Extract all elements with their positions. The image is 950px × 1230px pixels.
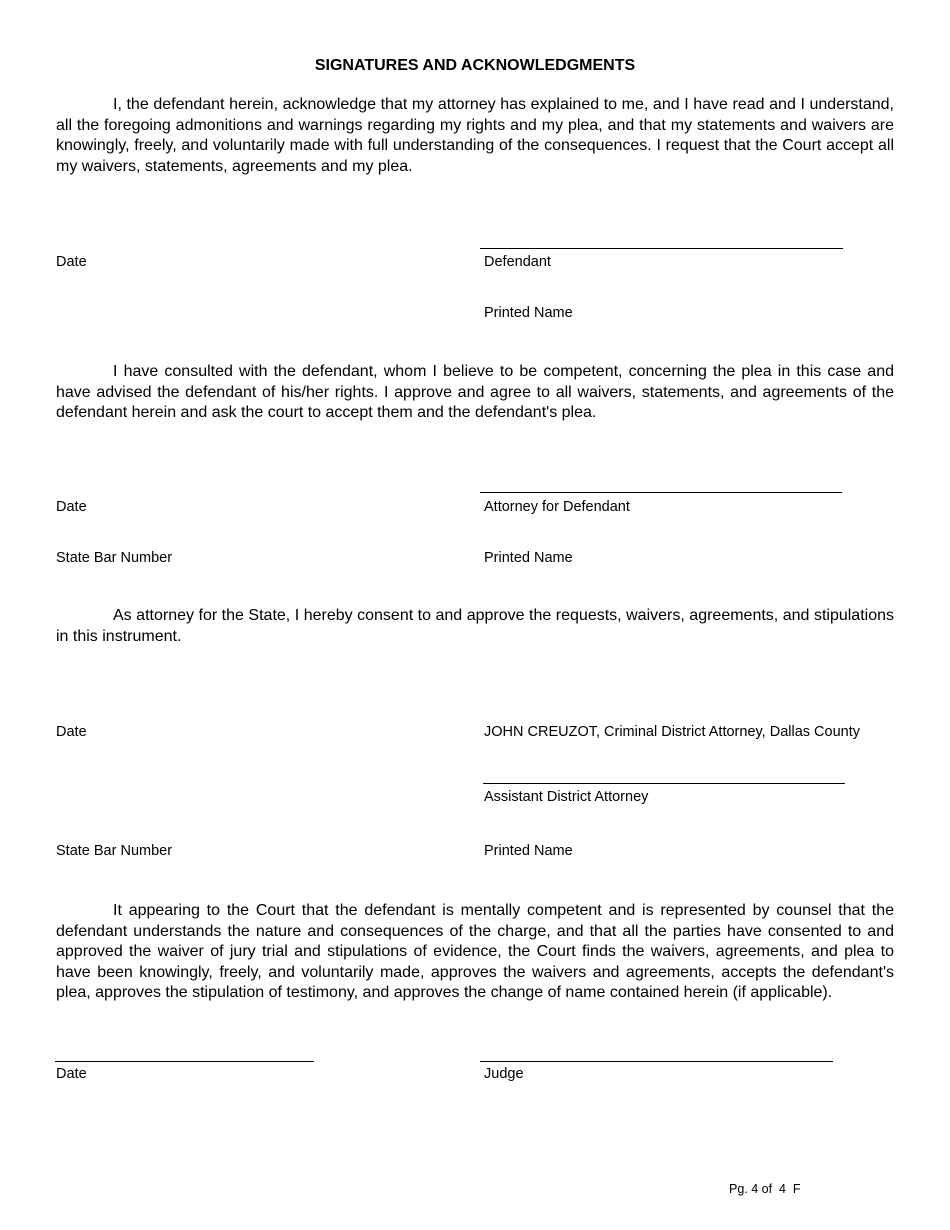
- judge-signature-line[interactable]: [480, 1061, 833, 1062]
- defendant-date-label: Date: [56, 254, 87, 270]
- defendant-acknowledgment-paragraph: I, the defendant herein, acknowledge that my attorney has explained to me, and I have read and I understand, all the foregoing admonitions and warnings regarding my rights and my plea, and that my statements and waivers are knowingly, freely, and voluntarily made with full understanding of the consequences. I request that the Court accept all my waivers, statements, agreements and my plea.: [56, 96, 894, 175]
- defendant-signature-label: Defendant: [484, 254, 551, 270]
- district-attorney-office-label: JOHN CREUZOT, Criminal District Attorney, Dallas County: [484, 724, 861, 740]
- attorney-bar-number-label: State Bar Number: [56, 550, 173, 566]
- attorney-consent-paragraph: I have consulted with the defendant, whom I believe to be competent, concerning the plea in this case and have advised the defendant of his/her rights. I approve and agree to all waivers, statements, and agreements of the defendant herein and ask the court to accept them and the defendant's plea.: [56, 363, 894, 422]
- state-consent-paragraph: As attorney for the State, I hereby consent to and approve the requests, waivers, agreements, and stipulations in this instrument.: [56, 607, 894, 645]
- assistant-da-signature-label: Assistant District Attorney: [484, 789, 649, 805]
- court-date-line[interactable]: [55, 1061, 314, 1062]
- state-bar-number-label: State Bar Number: [56, 843, 173, 859]
- judge-signature-label: Judge: [484, 1066, 524, 1082]
- attorney-signature-label: Attorney for Defendant: [484, 499, 630, 515]
- court-date-label: Date: [56, 1066, 87, 1082]
- assistant-da-signature-line[interactable]: [483, 783, 845, 784]
- page-title: SIGNATURES AND ACKNOWLEDGMENTS: [314, 57, 636, 74]
- state-printed-name-label: Printed Name: [484, 843, 573, 859]
- defendant-signature-line[interactable]: [480, 248, 843, 249]
- attorney-signature-line[interactable]: [480, 492, 842, 493]
- attorney-printed-name-label: Printed Name: [484, 550, 573, 566]
- state-date-label: Date: [56, 724, 87, 740]
- court-findings-paragraph: It appearing to the Court that the defendant is mentally competent and is represented by counsel that the defendant understands the nature and consequences of the charge, and that all the parties have consented to and approved the waiver of jury trial and stipulations of evidence, the Court finds the waivers, agreements, and plea to have been knowingly, freely, and voluntarily made, approves the waivers and agreements, accepts the defendant's plea, approves the stipulation of testimony, and approves the change of name contained herein (if applicable).: [56, 902, 894, 1002]
- defendant-printed-name-label: Printed Name: [484, 305, 573, 321]
- page-number: Pg. 4 of 4 F: [729, 1182, 801, 1196]
- attorney-date-label: Date: [56, 499, 87, 515]
